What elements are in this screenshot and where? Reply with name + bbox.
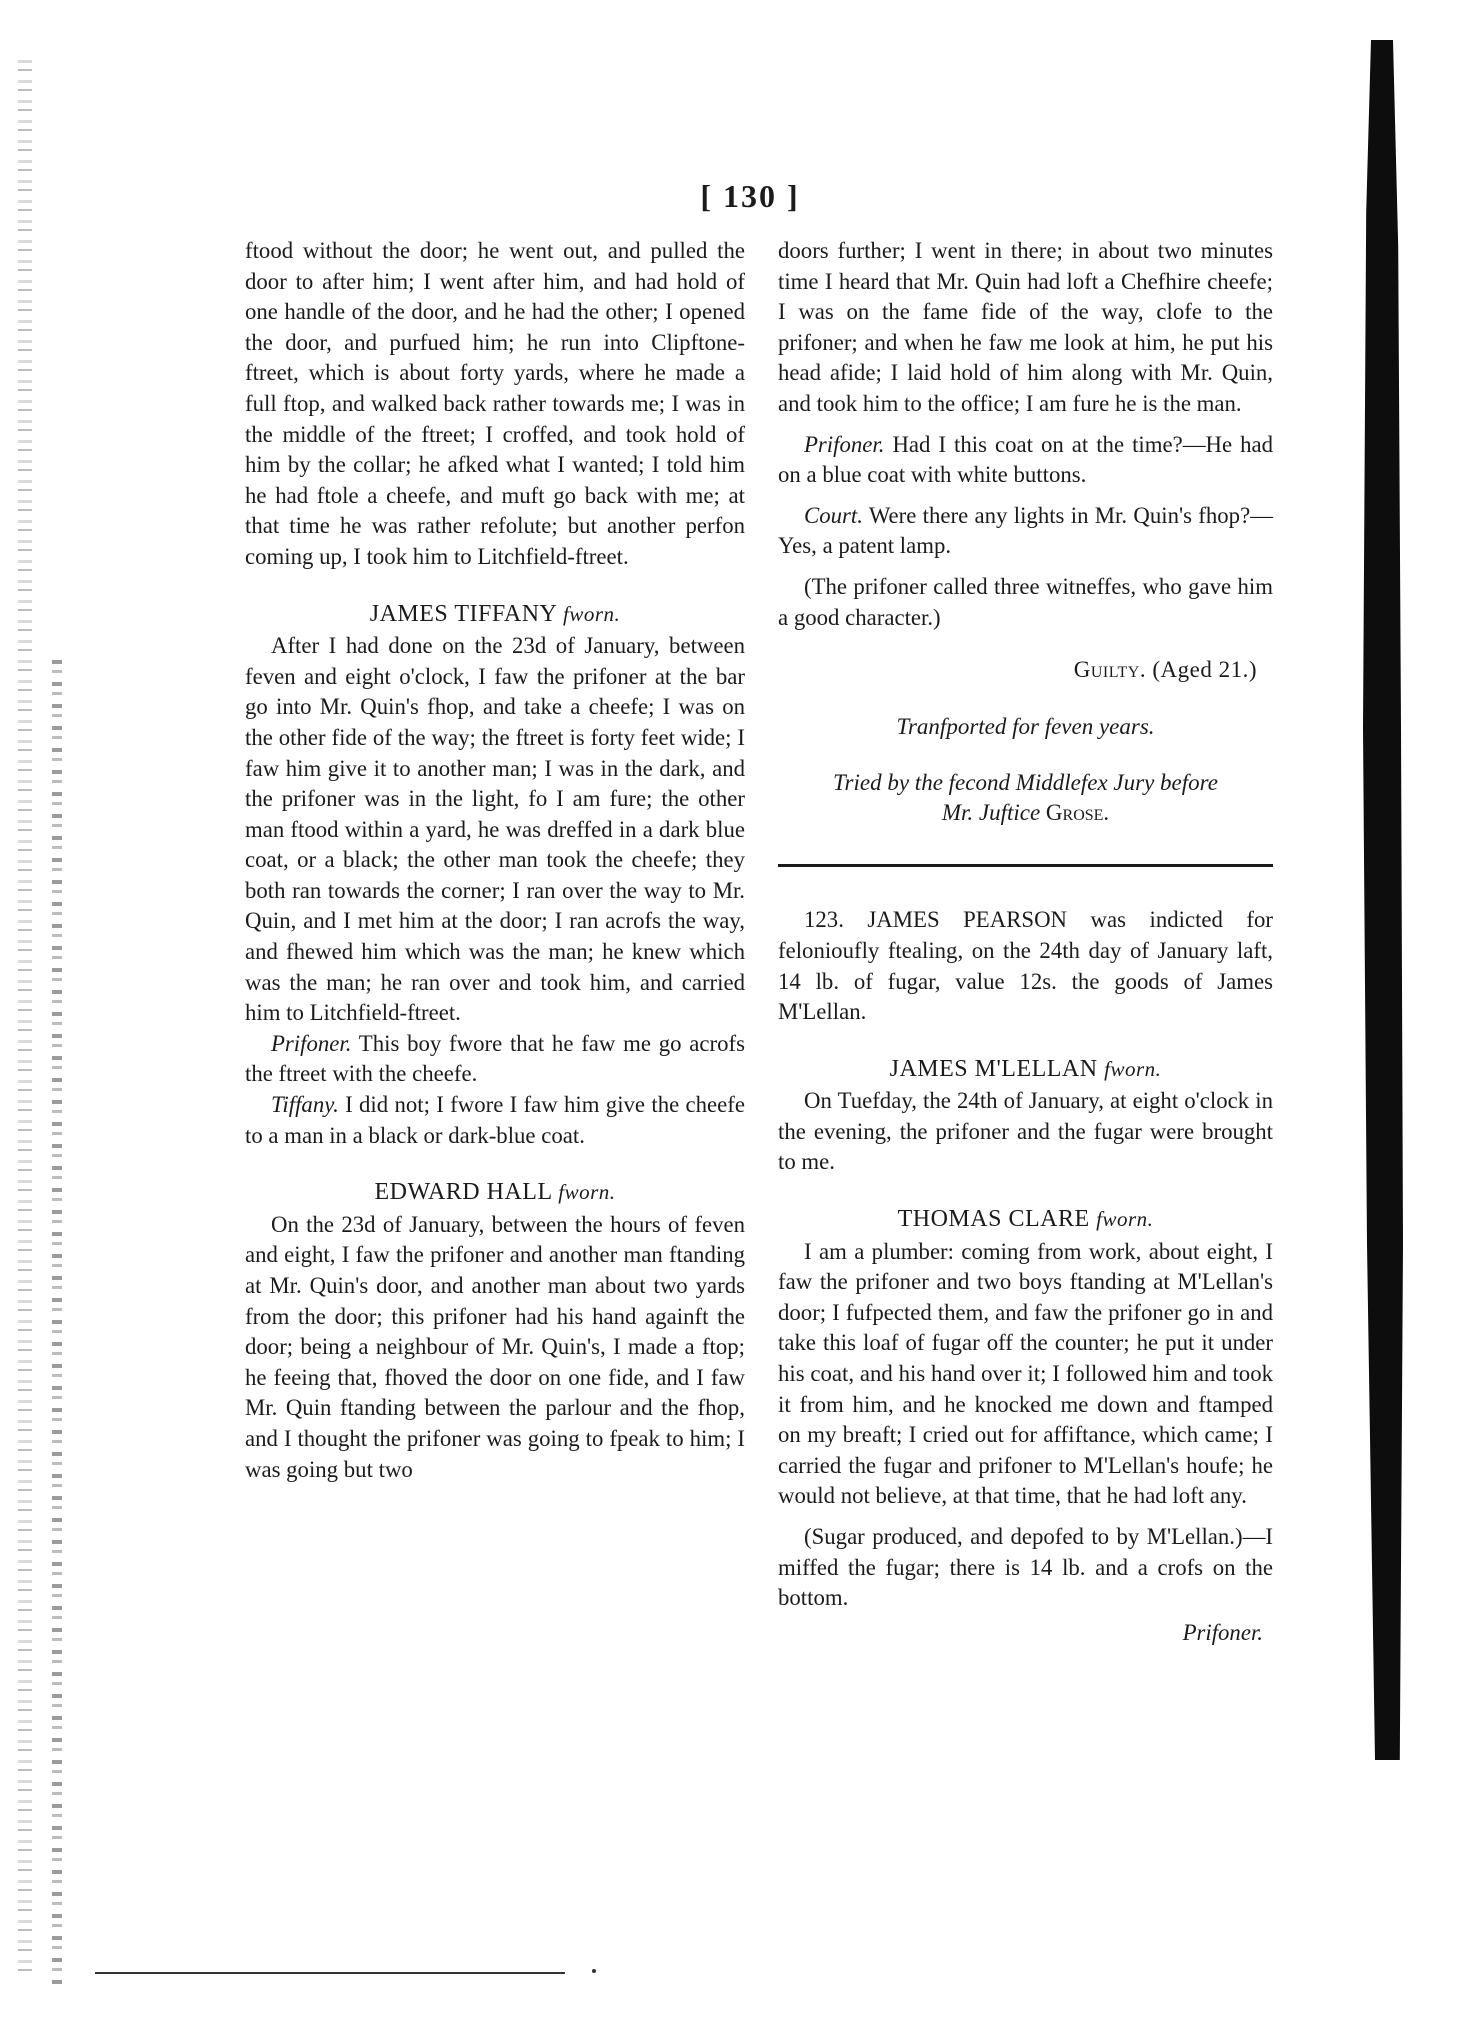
witness-heading xyxy=(778,1204,1273,1235)
scan-edge-right xyxy=(1363,40,1403,1760)
witness-name: JAMES TIFFANY xyxy=(369,600,557,627)
speech: Had I this coat on at the time?—He had on a blue coat with white buttons. xyxy=(778,431,1273,488)
witness-heading xyxy=(245,599,745,630)
witness-name: EDWARD HALL xyxy=(374,1179,552,1206)
jury-line: Tried by the fecond Middlefex Jury before xyxy=(833,770,1218,796)
scan-edge-binding xyxy=(52,660,62,1990)
witness-heading xyxy=(778,1054,1273,1085)
paragraph: doors further; I went in there; in about two minutes time I heard that Mr. Quin had loft a Chefhire cheefe; I was on the fame fide of the way, clofe to the prifoner; and when he faw me look at him, he put his head afide; I laid hold of him along with Mr. Quin, and took him to the office; I am fure he is the man. xyxy=(778,238,1273,416)
bottom-rule xyxy=(95,1972,565,1974)
witness-name: THOMAS CLARE xyxy=(897,1206,1090,1233)
paragraph xyxy=(245,1090,745,1151)
defendant-name: JAMES PEARSON xyxy=(867,907,1068,933)
speaker: Court. xyxy=(804,502,863,528)
paragraph xyxy=(245,1029,745,1090)
page-number: [ 130 ] xyxy=(700,178,800,214)
age: (Aged 21.) xyxy=(1152,657,1257,683)
paragraph: On the 23d of January, between the hours of feven and eight, I faw the prifoner and another man ftanding at Mr. Quin's door, and another man about two yards from the door; this prifoner had his hand againft the door; being a neighbour of Mr. Quin's, I made a ftop; he feeing that, fhoved the door on one fide, and I faw Mr. Quin ftanding between the parlour and the fhop, and I thought the prifoner was going to fpeak to him; I was going but two xyxy=(245,1211,745,1482)
paragraph xyxy=(778,501,1273,562)
speaker: Prifoner. xyxy=(271,1030,352,1056)
verdict-word: Guilty. xyxy=(1073,657,1147,683)
jury-line: Mr. Juftice xyxy=(941,800,1041,826)
left-column xyxy=(245,236,745,1485)
verdict xyxy=(778,655,1257,686)
speaker: Tiffany. xyxy=(271,1092,339,1118)
right-column xyxy=(778,236,1273,1648)
witness-sworn: fworn. xyxy=(558,1180,616,1205)
judge-name: Grose. xyxy=(1045,800,1110,826)
speech: I did not; I fwore I faw him give the cheefe to a man in a black or dark-blue coat. xyxy=(245,1092,745,1148)
witness-heading xyxy=(245,1177,745,1208)
case-heading xyxy=(778,905,1273,1027)
indictment: was indicted for felonioufly ftealing, on the 24th day of January laft, 14 lb. of fugar, value 12s. the goods of James M'Lellan. xyxy=(778,907,1274,1025)
witness-sworn: fworn. xyxy=(1096,1207,1154,1232)
case-number: 123. xyxy=(804,907,844,933)
witness-sworn: fworn. xyxy=(1104,1056,1162,1081)
catchword: Prifoner. xyxy=(1182,1619,1263,1645)
speech: This boy fwore that he faw me go acrofs the ftreet with the cheefe. xyxy=(245,1030,745,1087)
scan-edge-left xyxy=(18,60,32,1980)
paragraph: (Sugar produced, and depofed to by M'Lellan.)—I miffed the fugar; there is 14 lb. and a crofs on the bottom. xyxy=(778,1524,1273,1611)
witness-sworn: fworn. xyxy=(563,601,621,626)
paragraph: After I had done on the 23d of January, between feven and eight o'clock, I faw the prifoner at the bar go into Mr. Quin's fhop, and take a cheefe; I was on the other fide of the way; the ftreet is forty feet wide; I faw him give it to another man; I was in the dark, and the prifoner was in the light, fo I am fure; the other man ftood within a yard, he was dreffed in a dark blue coat, or a black; the other man took the cheefe; they both ran towards the corner; I ran over the way to Mr. Quin, and I met him at the door; I ran acrofs the way, and fhewed him which was the man; he knew which was the man; he ran over and took him, and carried him to Litchfield-ftreet. xyxy=(245,633,745,1026)
sentence: Tranfported for feven years. xyxy=(896,713,1155,739)
paragraph: I am a plumber: coming from work, about eight, I faw the prifoner and two boys ftanding at M'Lellan's door; I fufpected them, and faw the prifoner go in and take this loaf of fugar off the counter; he put it under his coat, and his hand over it; I followed him and took it from him, and he knocked me down and ftamped on my breaft; I cried out for affiftance, which came; I carried the fugar and prifoner to M'Lellan's houfe; he would not believe, at that time, that he had loft any. xyxy=(778,1238,1273,1509)
witness-name: JAMES M'LELLAN xyxy=(889,1055,1098,1082)
paragraph xyxy=(778,430,1273,491)
paragraph: ftood without the door; he went out, and pulled the door to after him; I went after him, and had hold of one handle of the door, and he had the other; I opened the door, and purfued him; he run into Clipftone-ftreet, which is about forty yards, where he made a full ftop, and walked back rather towards me; I was in the middle of the ftreet; I croffed, and took hold of him by the collar; he afked what I wanted; I told him he had ftole a cheefe, and muft go back with me; at that time he was rather refolute; but another perfon coming up, I took him to Litchfield-ftreet. xyxy=(245,238,745,569)
speaker: Prifoner. xyxy=(804,431,885,457)
bottom-dot xyxy=(592,1969,596,1973)
section-divider xyxy=(778,864,1273,867)
paragraph: (The prifoner called three witneffes, who gave him a good character.) xyxy=(778,573,1273,630)
paragraph: On Tuefday, the 24th of January, at eight o'clock in the evening, the prifoner and the fugar were brought to me. xyxy=(778,1088,1273,1175)
speech: Were there any lights in Mr. Quin's fhop?—Yes, a patent lamp. xyxy=(778,502,1273,559)
jury-note xyxy=(778,768,1273,828)
